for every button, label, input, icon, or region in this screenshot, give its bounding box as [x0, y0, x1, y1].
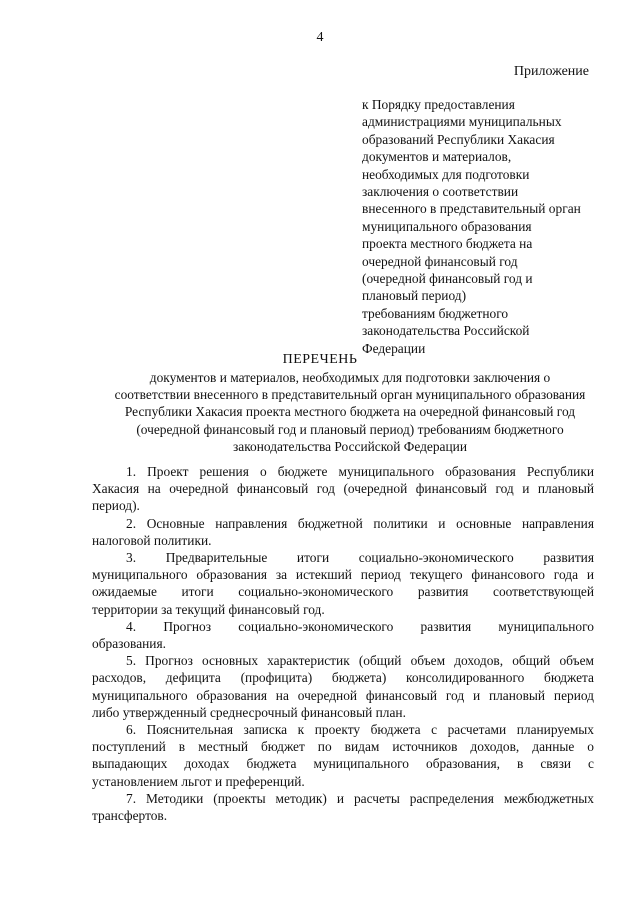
list-item-line: муниципального образования на очередной финансовый год и плановый период	[92, 687, 594, 703]
list-item	[92, 618, 594, 652]
list-item-line: 3. Предварительные итоги социально-экономического развития	[126, 550, 594, 566]
list-item-line: 6. Пояснительная записка к проекту бюджета с расчетами планируемых	[126, 722, 594, 738]
list-item-line: либо утвержденный среднесрочный финансовый план.	[92, 704, 406, 720]
appendix-title: Приложение	[513, 64, 589, 79]
list-item-line: муниципального образования за истекший период текущего финансового года и	[92, 567, 594, 583]
appendix-reference-line: необходимых для подготовки	[362, 166, 530, 182]
appendix-reference-line: муниципального образования	[362, 218, 532, 234]
list-item-line: период).	[92, 498, 140, 514]
list-item-line: 1. Проект решения о бюджете муниципального образования Республики	[126, 464, 594, 479]
list-item-line: 5. Прогноз основных характеристик (общий объем доходов, общий объем	[126, 653, 594, 669]
list-item	[92, 652, 594, 721]
list-item-line: расходов, дефицита (профицита) бюджета) консолидированного бюджета	[92, 670, 594, 686]
subtitle-line: (очередной финансовый год и плановый период) требованиям бюджетного	[136, 421, 564, 437]
appendix-reference-line: требованиям бюджетного	[362, 305, 509, 321]
page-number: 4	[316, 30, 324, 45]
list-item-line: выпадающих доходах бюджета муниципального образования, в связи с	[92, 756, 594, 772]
appendix-reference-line: очередной финансовый год	[362, 253, 518, 269]
list-item	[92, 463, 594, 515]
appendix-reference-line: администрациями муниципальных	[362, 114, 562, 130]
document-subtitle	[70, 369, 630, 455]
appendix-reference	[362, 96, 602, 357]
list-item-line: поступлений в местный бюджет по видам источников доходов, данные о	[92, 739, 594, 755]
list-item-line: Хакасия на очередной финансовый год (очередной финансовый год и плановый	[92, 481, 594, 497]
list-item-line: налоговой политики.	[92, 532, 212, 548]
subtitle-line: соответствии внесенного в представительный орган муниципального образования	[114, 387, 586, 403]
list-item-line: установлением льгот и преференций.	[92, 773, 305, 789]
appendix-reference-line: к Порядку предоставления	[362, 97, 515, 112]
list-item-line: 7. Методики (проекты методик) и расчеты распределения межбюджетных	[126, 790, 594, 806]
documents-list	[92, 463, 594, 824]
document-heading: ПЕРЕЧЕНЬ	[282, 352, 358, 367]
appendix-reference-line: плановый период)	[362, 288, 467, 304]
appendix-reference-line: проекта местного бюджета на	[362, 236, 533, 252]
list-item-line: 4. Прогноз социально-экономического развития муниципального	[126, 618, 594, 634]
list-item	[92, 515, 594, 549]
subtitle-line: документов и материалов, необходимых для подготовки заключения о	[149, 370, 551, 385]
list-item-line: ожидаемые итоги социально-экономического развития соответствующей	[92, 584, 594, 600]
appendix-reference-line: (очередной финансовый год и	[362, 271, 533, 287]
subtitle-line: законодательства Российской Федерации	[232, 438, 468, 454]
appendix-reference-line: законодательства Российской	[362, 323, 530, 339]
list-item	[92, 790, 594, 824]
list-item	[92, 721, 594, 790]
list-item-line: 2. Основные направления бюджетной политики и основные направления	[126, 515, 594, 531]
list-item-line: трансфертов.	[92, 808, 168, 824]
list-item-line: территории за текущий финансовый год.	[92, 601, 325, 617]
appendix-reference-line: документов и материалов,	[362, 149, 512, 165]
list-item	[92, 549, 594, 618]
appendix-reference-line: Федерации	[362, 340, 426, 356]
appendix-reference-line: внесенного в представительный орган	[362, 201, 581, 217]
subtitle-line: Республики Хакасия проекта местного бюджета на очередной финансовый год	[124, 404, 576, 420]
appendix-reference-line: заключения о соответствии	[362, 184, 519, 200]
appendix-reference-line: образований Республики Хакасия	[362, 131, 555, 147]
list-item-line: образования.	[92, 636, 166, 652]
